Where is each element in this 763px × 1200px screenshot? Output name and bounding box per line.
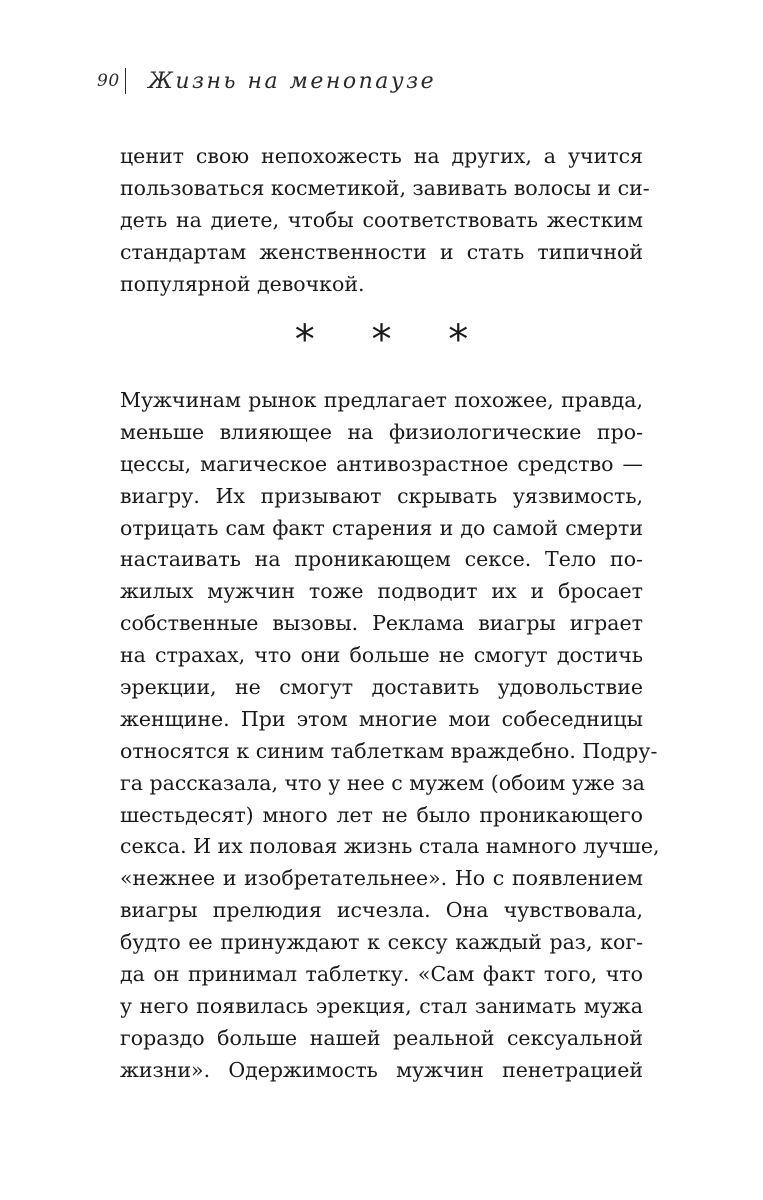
page-number: 90	[97, 71, 120, 91]
running-header	[97, 66, 436, 96]
paragraph-continued	[120, 141, 650, 300]
text-line: секса. И их половая жизнь стала намного лучше,	[120, 834, 660, 859]
text-line: жизни». Одержимость мужчин пенетрацией	[120, 1057, 643, 1082]
text-line: цессы, магическое антивозрастное средство —	[120, 451, 643, 476]
text-line: женщине. При этом многие мои собеседницы	[120, 706, 643, 731]
text-line: «нежнее и изобретательнее». Но с появлением	[120, 866, 643, 891]
text-line: на страхах, что они больше не смогут достичь	[120, 643, 643, 668]
text-line: будто ее принуждают к сексу каждый раз, ког-	[120, 930, 643, 955]
text-line: у него появилась эрекция, стал занимать мужа	[120, 993, 643, 1018]
section-separator: * * *	[294, 317, 491, 363]
book-title: Жизнь на менопаузе	[148, 68, 437, 94]
text-line: да он принимал таблетку. «Сам факт того, что	[120, 962, 643, 987]
text-line: виагры прелюдия исчезла. Она чувствовала,	[120, 898, 643, 923]
paragraph-main	[120, 385, 660, 1087]
text-line: стандартам женственности и стать типичной	[120, 239, 643, 264]
text-line: ценит свою непохожесть на других, а учится	[120, 144, 643, 168]
text-line: собственные вызовы. Реклама виагры играет	[120, 611, 643, 636]
text-line: гораздо больше нашей реальной сексуальной	[120, 1025, 643, 1050]
text-line: настаивать на проникающем сексе. Тело по-	[120, 547, 643, 572]
text-line: отрицать сам факт старения и до самой смерти	[120, 515, 643, 540]
text-line: пользоваться косметикой, завивать волосы и си-	[120, 175, 650, 200]
text-line: меньше влияющее на физиологические про-	[120, 419, 643, 444]
header-divider	[125, 68, 127, 94]
text-line: виагру. Их призывают скрывать уязвимость,	[120, 483, 643, 508]
text-line: деть на диете, чтобы соответствовать жестким	[120, 207, 643, 232]
text-line: га рассказала, что у нее с мужем (обоим уже за	[120, 770, 645, 795]
text-line: относятся к синим таблеткам враждебно. Подру-	[120, 738, 658, 763]
text-line: популярной девочкой.	[120, 271, 365, 296]
text-line: эрекции, не смогут доставить удовольствие	[120, 675, 643, 700]
text-line: Мужчинам рынок предлагает похожее, правда,	[120, 388, 643, 412]
text-line: шестьдесят) много лет не было проникающего	[120, 802, 643, 827]
text-line: жилых мужчин тоже подводит их и бросает	[120, 579, 643, 604]
